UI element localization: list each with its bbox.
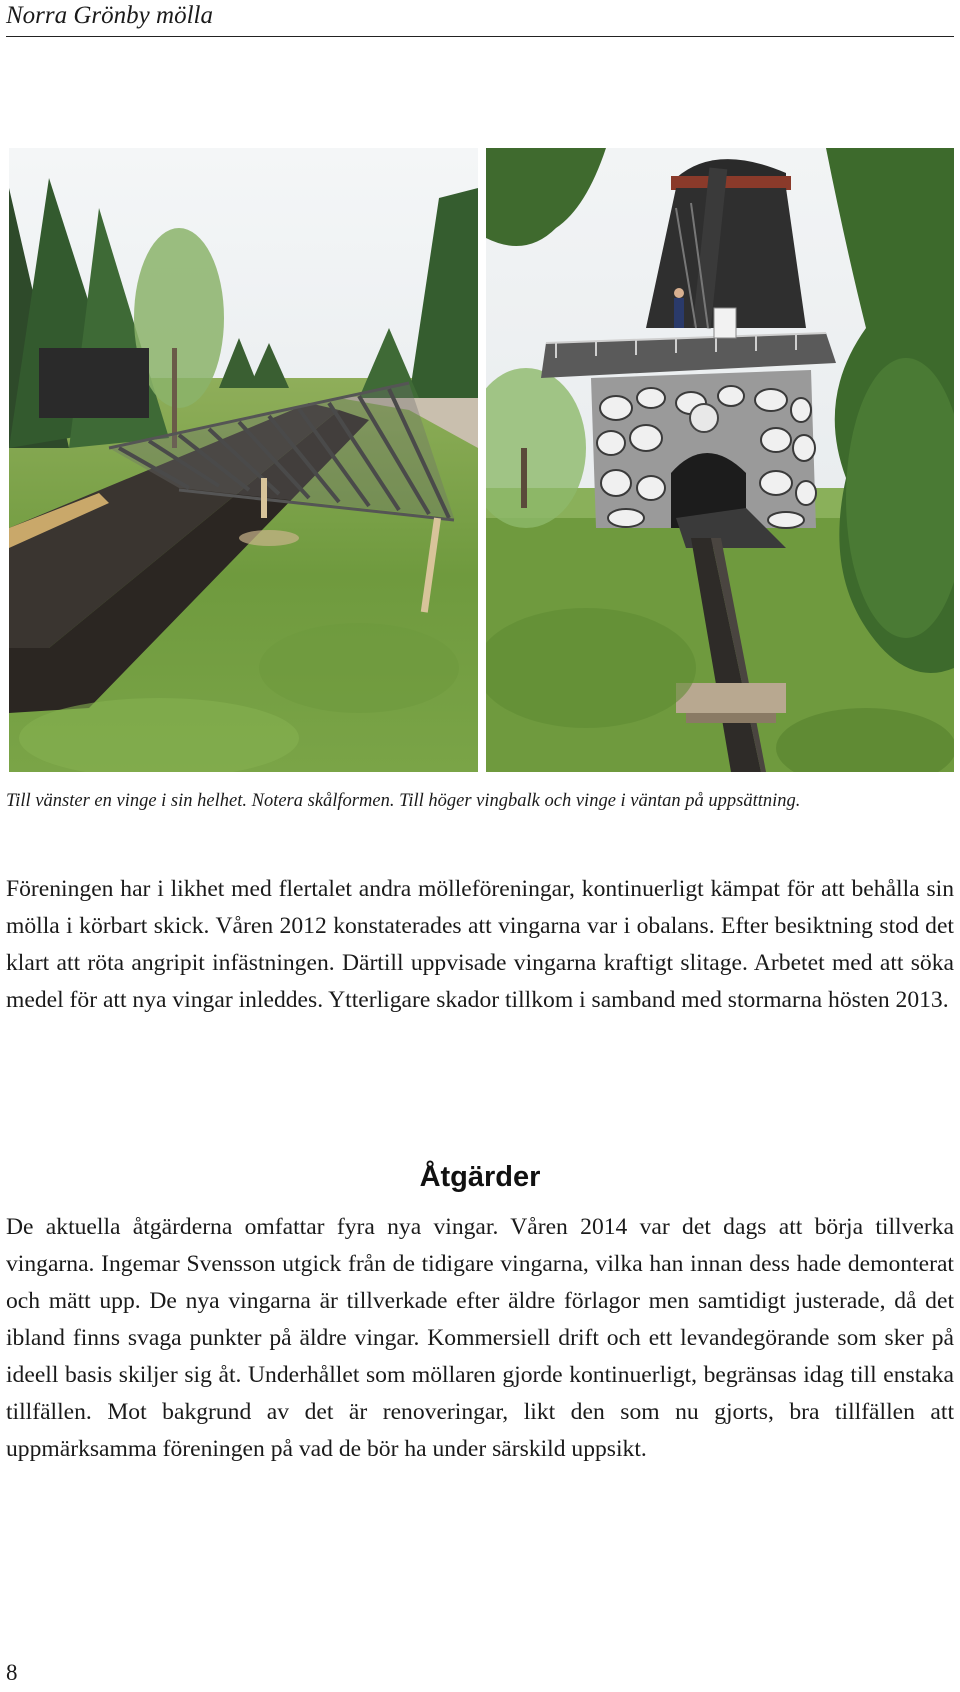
running-header (6, 0, 954, 37)
windmill-photo-icon (486, 148, 954, 772)
windmill-sail-photo-icon (9, 148, 478, 772)
page-number: 8 (6, 1660, 18, 1685)
body-paragraph-1: Föreningen har i likhet med flertalet andra mölleföreningar, kontinuerligt kämpat för att behålla sin mölla i körbart skick. Våren 2012 konstaterades att vingarna var i obalans. Efter besiktning stod det klart att röta angripit infästningen. Därtill uppvisade vingarna kraftigt slitage. Arbetet med att söka medel för att nya vingar inleddes. Ytterligare skador tillkom i samband med stormarna hösten 2013. (6, 876, 954, 1013)
section-heading: Åtgärder (419, 1161, 541, 1193)
body-paragraph-2: De aktuella åtgärderna omfattar fyra nya vingar. Våren 2014 var det dags att börja tillverka vingarna. Ingemar Svensson utgick från de tidigare vingarna, vilka han innan dess hade demonterat och mätt upp. De nya vingarna är tillverkade efter äldre förlagor men samtidigt justerade, då det ibland finns svaga punkter på äldre vingar. Kommersiell drift och ett levandegörande som sker på ideell basis skiljer sig åt. Underhållet som möllaren gjorde kontinuerligt, begränsas idag till enstaka tillfällen. Mot bakgrund av det är renoveringar, likt den som nu gjorts, bra tillfällen att uppmärksamma föreningen på vad de bör ha under särskild uppsikt. (6, 1214, 954, 1462)
figure-caption: Till vänster en vinge i sin helhet. Notera skålformen. Till höger vingbalk och vinge i väntan på uppsättning. (6, 791, 801, 811)
photo-figure (9, 148, 954, 772)
header-title: Norra Grönby mölla (6, 2, 213, 29)
